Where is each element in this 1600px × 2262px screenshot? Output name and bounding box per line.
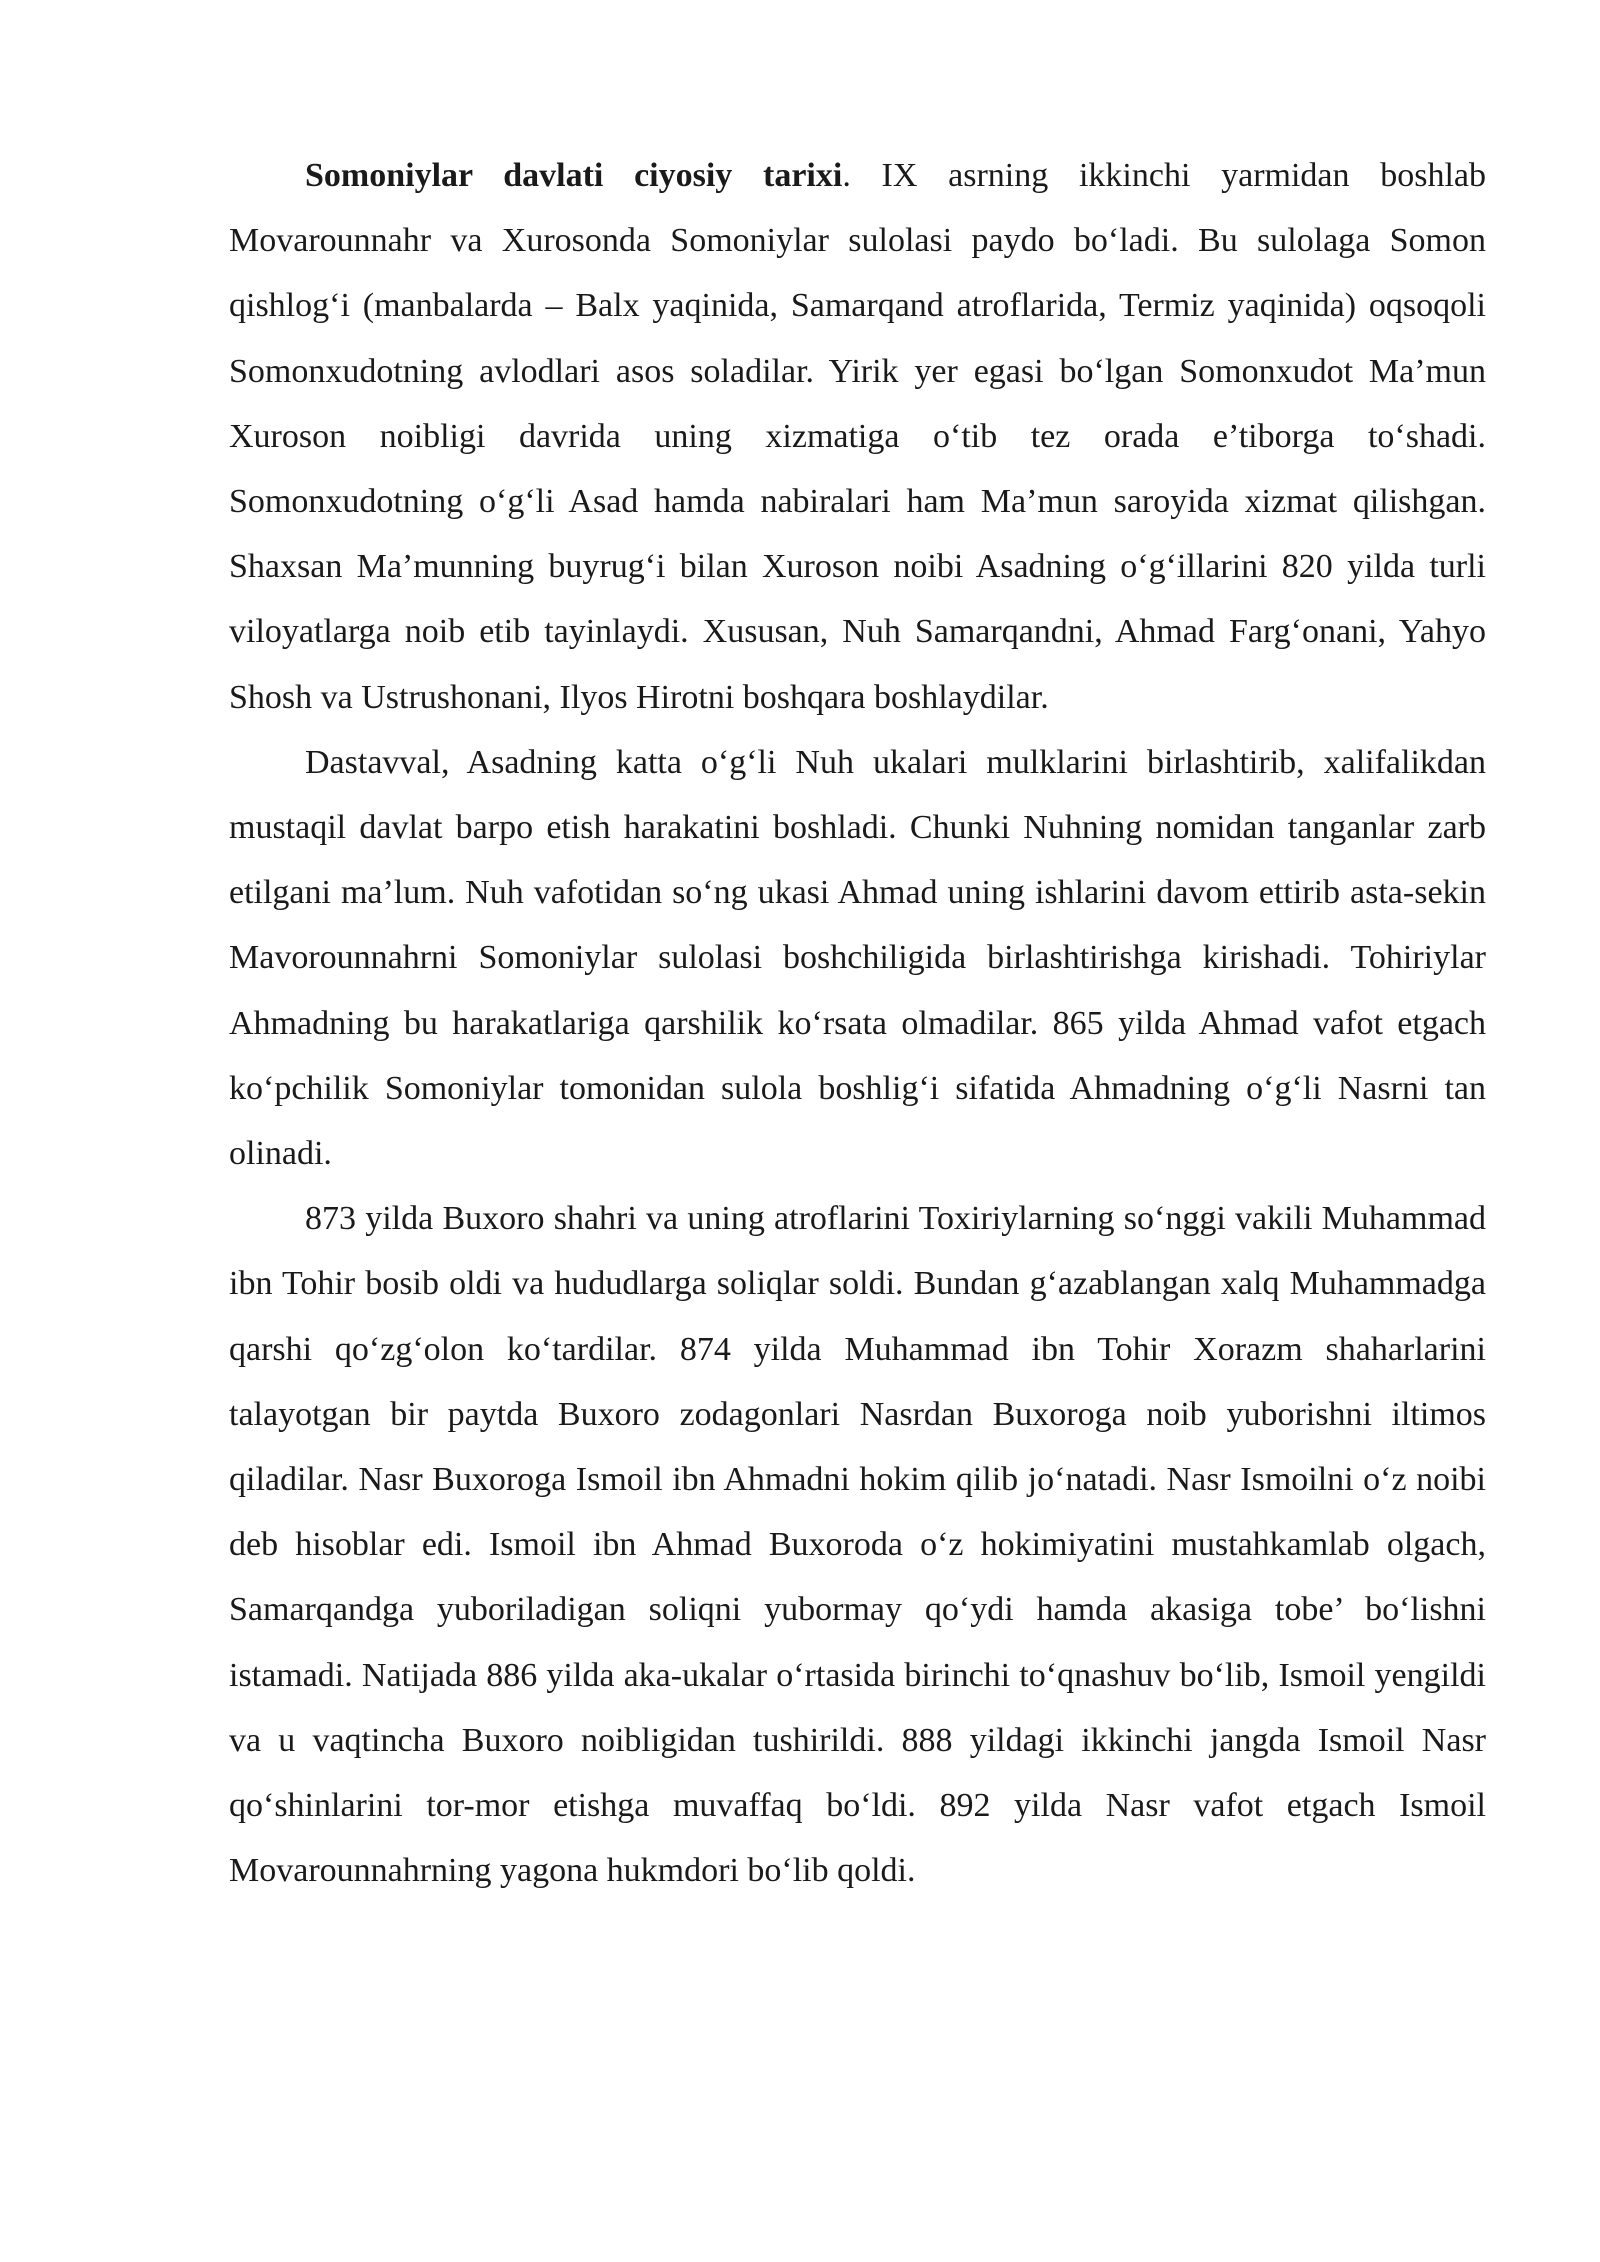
paragraph-3: [229, 1186, 1486, 1903]
paragraph-3-text: 873 yilda Buxoro shahri va uning atroflarini Toxiriylarning so‘nggi vakili Muhammad ibn Tohir bosib oldi va hududlarga soliqlar soldi. Bundan g‘azablangan xalq Muhammadga qarshi qo‘zg‘olon ko‘tardilar. 874 yilda Muhammad ibn Tohir Xorazm shaharlarini talayotgan bir paytda Buxoro zodagonlari Nasrdan Buxoroga noib yuborishni iltimos qiladilar. Nasr Buxoroga Ismoil ibn Ahmadni hokim qilib jo‘natadi. Nasr Ismoilni o‘z noibi deb hisoblar edi. Ismoil ibn Ahmad Buxoroda o‘z hokimiyatini mustahkamlab olgach, Samarqandga yuboriladigan soliqni yubormay qo‘ydi hamda akasiga tobe’ bo‘lishni istamadi. Natijada 886 yilda aka-ukalar o‘rtasida birinchi to‘qnashuv bo‘lib, Ismoil yengildi va u vaqtincha Buxoro noibligidan tushirildi. 888 yildagi ikkinchi jangda Ismoil Nasr qo‘shinlarini tor-mor etishga muvaffaq bo‘ldi. 892 yilda Nasr vafot etgach Ismoil Movarounnahrning yagona hukmdori bo‘lib qoldi.: [229, 1200, 1486, 1890]
paragraph-2: [229, 730, 1486, 1186]
document-body: [229, 143, 1486, 1903]
section-heading: Somoniylar davlati ciyosiy tarixi: [305, 157, 843, 194]
paragraph-2-text: Dastavval, Asadning katta o‘g‘li Nuh ukalari mulklarini birlashtirib, xalifalikdan mustaqil davlat barpo etish harakatini boshladi. Chunki Nuhning nomidan tanganlar zarb etilgani ma’lum. Nuh vafotidan so‘ng ukasi Ahmad uning ishlarini davom ettirib asta-sekin Mavorounnahrni Somoniylar sulolasi boshchiligida birlashtirishga kirishadi. Tohiriylar Ahmadning bu harakatlariga qarshilik ko‘rsata olmadilar. 865 yilda Ahmad vafot etgach ko‘pchilik Somoniylar tomonidan sulola boshlig‘i sifatida Ahmadning o‘g‘li Nasrni tan olinadi.: [229, 743, 1486, 1173]
paragraph-1: [229, 143, 1486, 730]
paragraph-1-text: . IX asrning ikkinchi yarmidan boshlab Movarounnahr va Xurosonda Somoniylar sulolasi paydo bo‘ladi. Bu sulolaga Somon qishlog‘i (manbalarda – Balx yaqinida, Samarqand atroflarida, Termiz yaqinida) oqsoqoli Somonxudotning avlodlari asos soladilar. Yirik yer egasi bo‘lgan Somonxudot Ma’mun Xuroson noibligi davrida uning xizmatiga o‘tib tez orada e’tiborga to‘shadi. Somonxudotning o‘g‘li Asad hamda nabiralari ham Ma’mun saroyida xizmat qilishgan. Shaxsan Ma’munning buyrug‘i bilan Xuroson noibi Asadning o‘g‘illarini 820 yilda turli viloyatlarga noib etib tayinlaydi. Xususan, Nuh Samarqandni, Ahmad Farg‘onani, Yahyo Shosh va Ustrushonani, Ilyos Hirotni boshqara boshlaydilar.: [229, 157, 1487, 716]
